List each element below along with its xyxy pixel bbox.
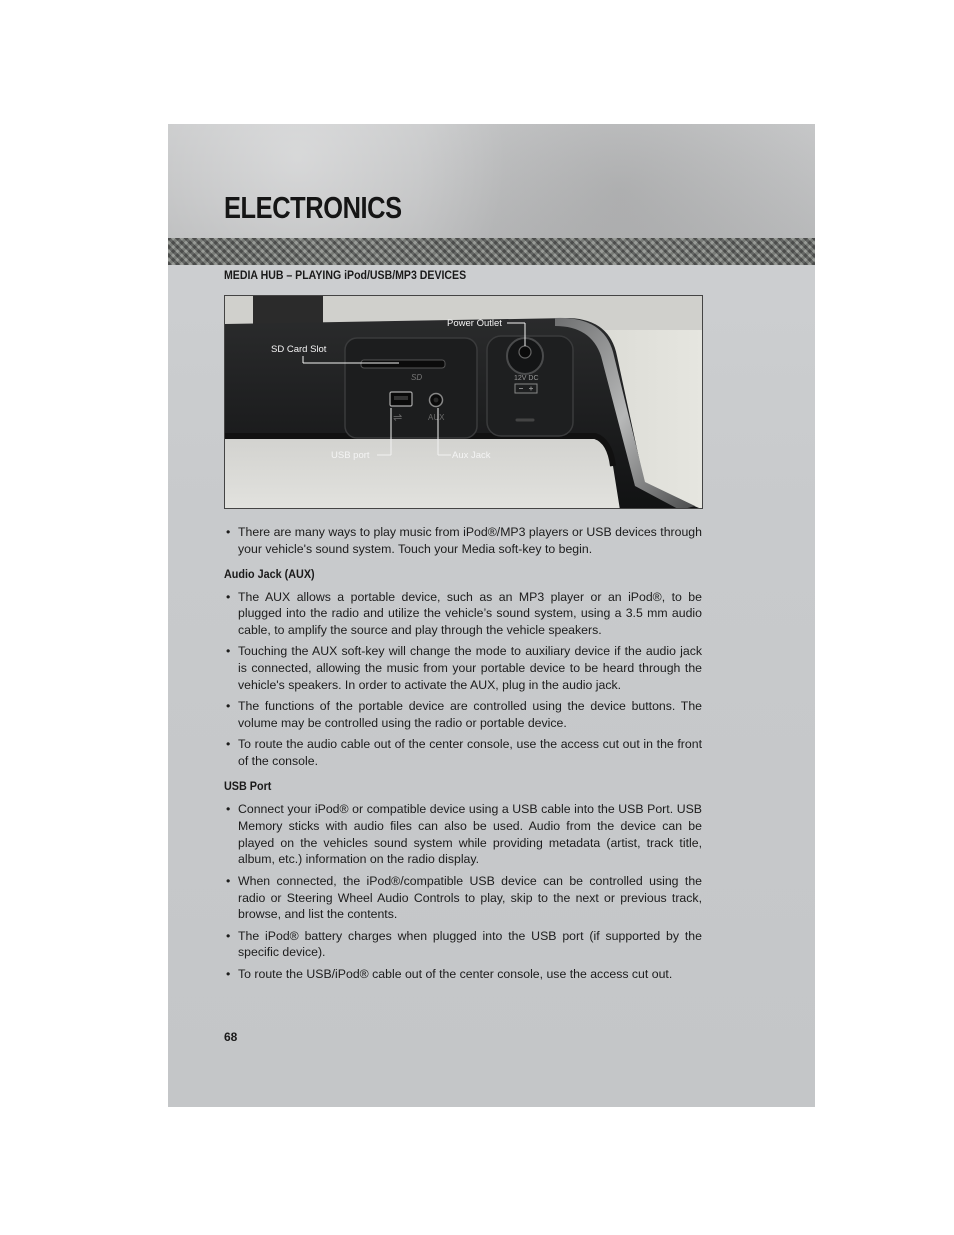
page-number: 68: [224, 1030, 238, 1044]
media-hub-panel: [345, 338, 477, 438]
usb-port-bullet: • When connected, the iPod®/compatible USB device can be controlled using the radio or Steering Wheel Audio Controls to play, skip to the next or previous track, browse, and list the contents.: [226, 873, 702, 922]
callout-power-outlet-label: Power Outlet: [447, 318, 502, 329]
audio-jack-bullet: • Touching the AUX soft-key will change the mode to auxiliary device if the audio jack is connected, allowing the music from your portable device to be heard through the vehicle's speakers. In order to activate the AUX, plug in the audio jack.: [226, 644, 702, 693]
bullet-glyph: •: [226, 966, 231, 981]
bullet-glyph: •: [226, 737, 231, 752]
intro-bullet: • There are many ways to play music from iPod®/MP3 players or USB devices through your vehicle's sound system. Touch your Media soft-key to begin.: [226, 525, 702, 556]
storage-tray: [225, 436, 620, 509]
bullet-glyph: •: [226, 802, 231, 817]
upper-console-part: [253, 296, 323, 326]
audio-jack-bullet: • To route the audio cable out of the center console, use the access cut out in the front of the console.: [226, 737, 702, 769]
body-content: [224, 524, 702, 987]
carbon-fiber-strip: [168, 238, 815, 265]
media-hub-illustration: [225, 296, 703, 509]
usb-symbol-icon: ⇌: [393, 411, 403, 424]
bullet-glyph: •: [226, 589, 231, 604]
audio-jack-bullet: • The functions of the portable device are controlled using the device buttons. The volume may be controlled using the radio or portable device.: [226, 699, 702, 731]
bullet-glyph: •: [226, 525, 231, 539]
callout-sd-card-label: SD Card Slot: [271, 344, 327, 355]
sd-marking: SD: [411, 373, 423, 382]
sd-card-slot: [361, 360, 445, 368]
callout-usb-port-label: USB port: [331, 450, 370, 461]
usb-port-bullet: • Connect your iPod® or compatible device using a USB cable into the USB Port. USB Memory sticks with audio files can also be used. Audio from the device can be played on the vehicles sound system while providing metadata (artist, track title, album, etc.) information on the radio display.: [226, 802, 702, 867]
manual-page: [168, 124, 815, 1107]
usb-port-bullet: • The iPod® battery charges when plugged into the USB port (if supported by the specific device).: [226, 928, 702, 960]
bullet-glyph: •: [226, 873, 231, 888]
bullet-glyph: •: [226, 644, 231, 659]
usb-port-bullet: • To route the USB/iPod® cable out of the center console, use the access cut out.: [226, 966, 673, 981]
audio-jack-heading: Audio Jack (AUX): [224, 566, 315, 581]
dc-marking: 12V DC: [514, 375, 539, 382]
section-subheading: MEDIA HUB – PLAYING iPod/USB/MP3 DEVICES: [224, 268, 467, 282]
bullet-glyph: •: [226, 699, 231, 714]
audio-jack-bullet: • The AUX allows a portable device, such as an MP3 player or an iPod®, to be plugged into the radio and utilize the vehicle’s sound system, using a 3.5 mm audio cable, to amplify the source and play through the vehicle speakers.: [226, 589, 702, 638]
callout-aux-jack-label: Aux Jack: [452, 450, 491, 461]
usb-port-heading: USB Port: [224, 779, 272, 794]
media-hub-photo: [224, 295, 703, 509]
aux-marking: AUX: [428, 413, 445, 422]
section-title: ELECTRONICS: [224, 190, 402, 225]
page-header: [168, 124, 815, 238]
bullet-glyph: •: [226, 928, 231, 943]
